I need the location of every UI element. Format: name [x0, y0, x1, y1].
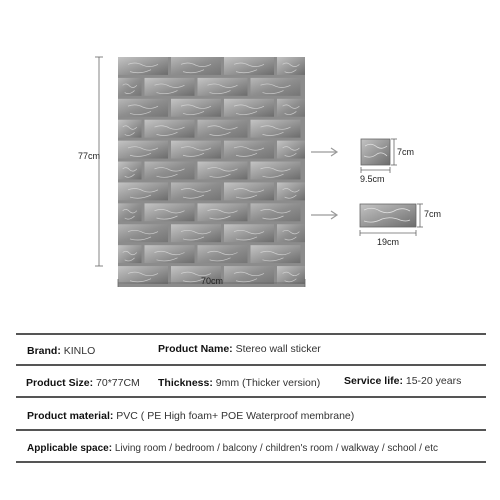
panel-width-label: 70cm — [201, 276, 224, 286]
applicable-space-label: Applicable space: — [27, 443, 113, 454]
divider — [16, 461, 486, 463]
material-label: Product material: — [27, 410, 114, 422]
applicable-space-value: Living room / bedroom / balcony / children's room / walkway / school / etc — [114, 443, 438, 454]
thickness-label: Thickness: — [158, 377, 213, 389]
service-life-value: 15-20 years — [405, 375, 462, 387]
brand-label: Brand: — [27, 345, 61, 357]
panel-height-label: 77cm — [78, 151, 101, 161]
divider — [16, 364, 486, 366]
arrow-icon — [311, 148, 337, 156]
brick-panel-image — [118, 57, 305, 287]
product-name-value: Stereo wall sticker — [235, 343, 321, 355]
half-brick-sample — [361, 139, 390, 165]
brand-row — [27, 345, 95, 357]
height-dimension-line — [95, 57, 103, 266]
full-brick-sample — [360, 204, 416, 227]
half-brick-height-label: 7cm — [397, 147, 415, 157]
divider — [16, 396, 486, 398]
divider — [16, 429, 486, 431]
brand-value: KINLO — [63, 345, 96, 357]
divider — [16, 333, 486, 335]
service-life-row — [344, 375, 461, 387]
thickness-row — [158, 377, 320, 389]
material-row — [27, 410, 354, 422]
product-name-row — [158, 343, 321, 355]
material-value: PVC ( PE High foam+ POE Waterproof membrane) — [116, 410, 355, 422]
arrow-icon — [311, 211, 337, 219]
applicable-space-row — [27, 443, 438, 455]
size-label: Product Size: — [26, 377, 94, 389]
thickness-value: 9mm (Thicker version) — [215, 377, 321, 389]
half-brick-width-label: 9.5cm — [360, 174, 385, 184]
full-brick-height-label: 7cm — [424, 209, 442, 219]
product-name-label: Product Name: — [158, 343, 233, 355]
size-row — [26, 377, 140, 389]
full-brick-width-label: 19cm — [377, 237, 400, 247]
service-life-label: Service life: — [344, 375, 403, 387]
size-value: 70*77CM — [96, 377, 140, 389]
